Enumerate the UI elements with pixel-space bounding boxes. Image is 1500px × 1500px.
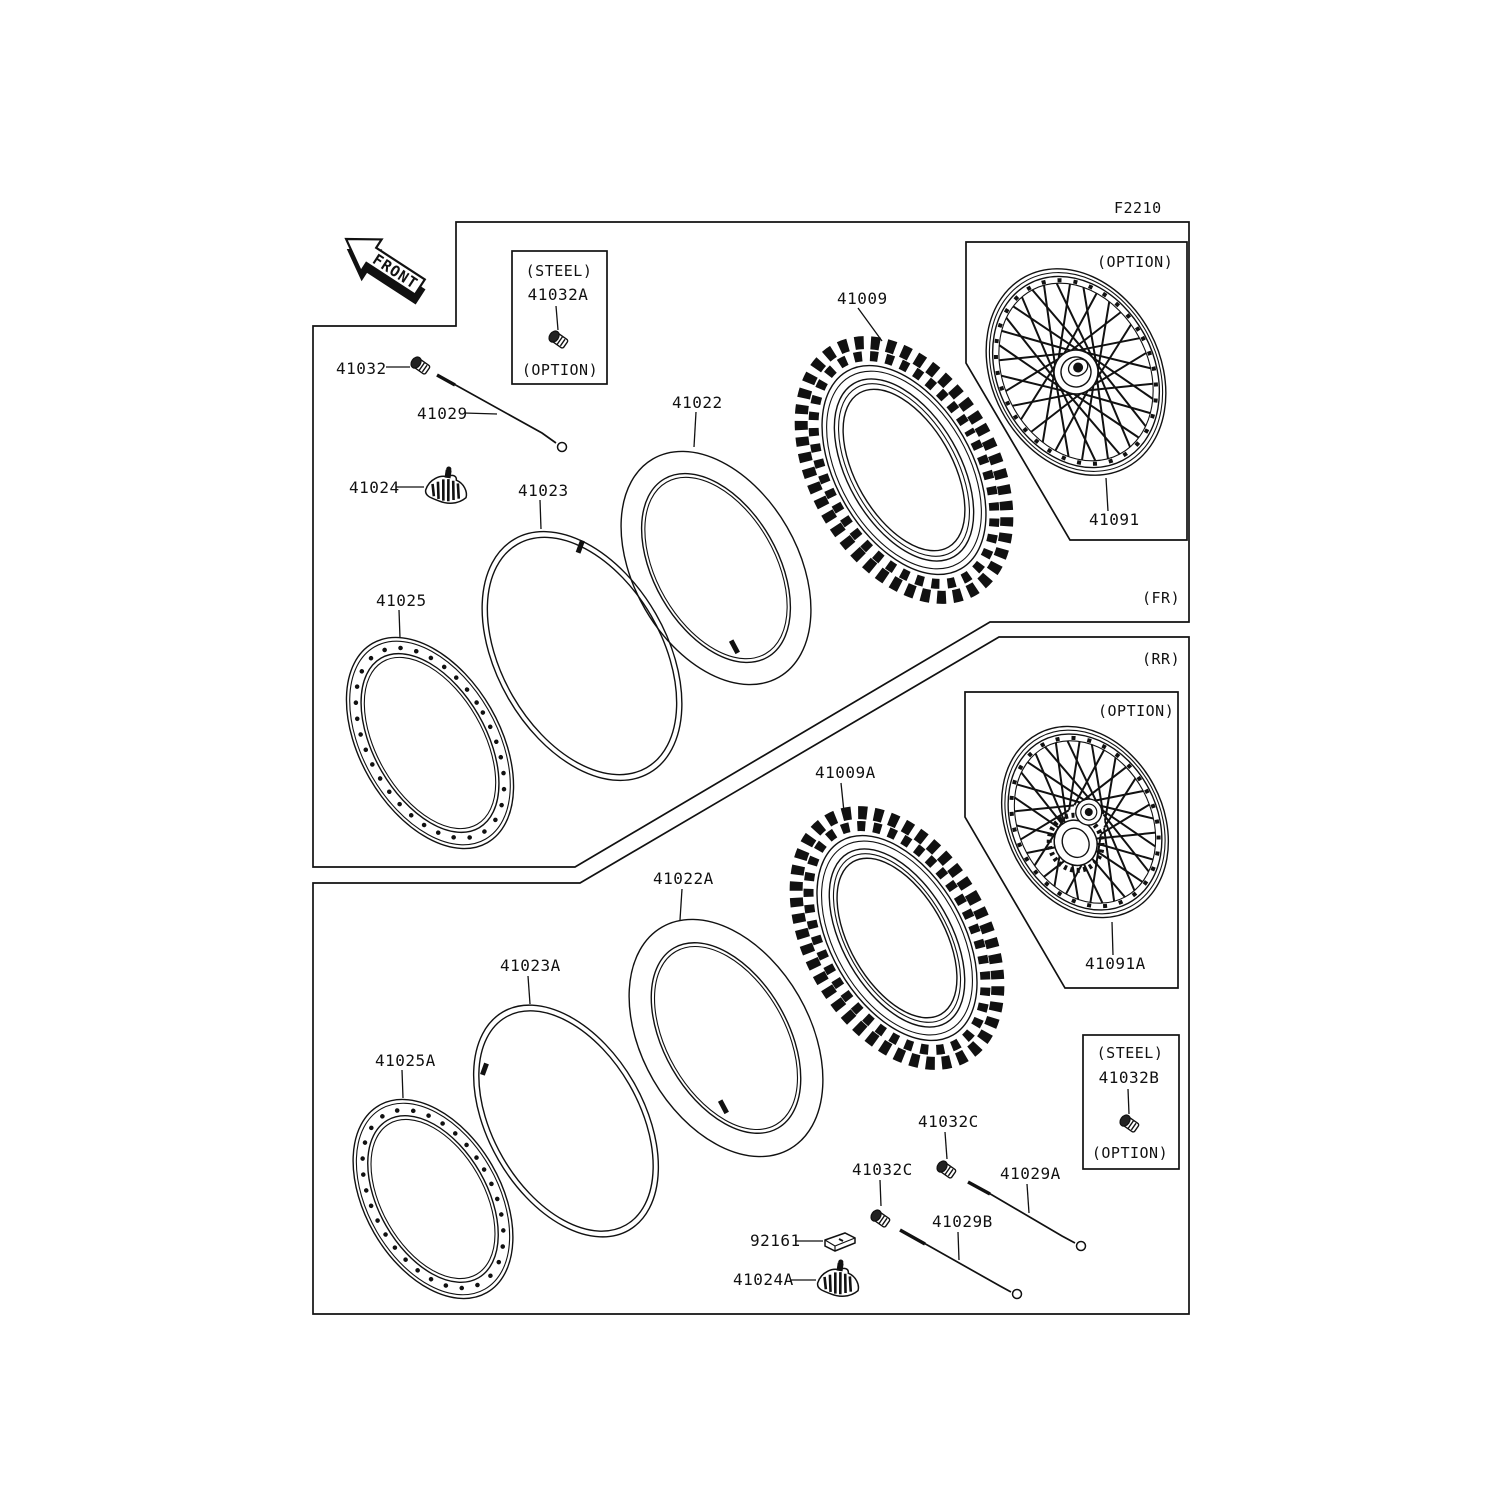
rear-steel-part-label: 41032B [1098,1068,1160,1087]
rear-weight-drawing [825,1233,855,1251]
front-section-tag: (FR) [1142,589,1181,607]
leader-rear-rim [402,1070,403,1098]
rear-option-wheel-drawing [969,697,1201,947]
leader-front-tire [858,308,882,341]
rear-flap-valve-stem [718,1099,729,1114]
label-front-spoke: 41029 [417,404,468,423]
leader-rear-tire [841,783,844,812]
label-rear-nipple-inner: 41032C [852,1160,913,1179]
rear-tube-valve-stem [480,1063,489,1076]
label-front-tube: 41023 [518,481,569,500]
label-front-nipple: 41032 [336,359,387,378]
front-steel-part-label: 41032A [527,285,589,304]
front-arrow-label: FRONT [369,250,422,293]
figure-code: F2210 [1114,199,1162,217]
label-rear-spoke-outer: 41029A [1000,1164,1061,1183]
leader-rear-tube [528,976,530,1004]
rear-spoke-inner-drawing [900,1230,1022,1299]
rear-nipple-outer-drawing [935,1159,957,1179]
leader-front-flap [694,412,696,447]
label-rear-flap: 41022A [653,869,714,888]
rear-nipple-inner-drawing [869,1208,891,1228]
rear-rim-lock-drawing [816,1257,862,1299]
rear-steel-nipple-drawing [1118,1113,1140,1133]
leader-rear-nipple-outer [945,1132,947,1159]
leader-front-tube [540,500,541,529]
rear-section-tag: (RR) [1142,650,1181,668]
front-option-tag: (OPTION) [1097,253,1174,271]
rear-steel-leader [1128,1089,1129,1114]
label-rear-nipple-outer: 41032C [918,1112,979,1131]
leader-rear-nipple-inner [880,1180,881,1206]
rear-option-tag: (OPTION) [1098,702,1175,720]
front-steel-leader [556,306,558,330]
label-front-rim-lock: 41024 [349,478,400,497]
front-rim-drawing [312,608,548,877]
leader-front-option-wheel [1106,478,1108,511]
label-front-tire: 41009 [837,289,888,308]
leader-front-spoke [464,413,497,414]
label-front-option-wheel: 41091 [1089,510,1140,529]
leader-rear-spoke-inner [958,1232,959,1260]
rear-steel-option-label: (OPTION) [1091,1144,1169,1162]
label-rear-rim-lock: 41024A [733,1270,794,1289]
label-rear-rim: 41025A [375,1051,436,1070]
front-steel-material-label: (STEEL) [525,262,593,280]
rear-rim-drawing [320,1071,546,1326]
leader-rear-flap [680,889,682,920]
label-rear-tire: 41009A [815,763,876,782]
front-nipple-drawing [409,355,431,375]
label-rear-option-wheel: 41091A [1085,954,1146,973]
front-steel-option-label: (OPTION) [521,361,599,379]
front-rim-lock-drawing [424,464,470,506]
label-front-flap: 41022 [672,393,723,412]
leader-rear-spoke-outer [1027,1184,1029,1213]
label-rear-weight: 92161 [750,1231,801,1250]
front-direction-arrow [331,223,435,313]
front-steel-nipple-drawing [547,329,569,349]
rear-tube-drawing [435,973,696,1269]
label-front-rim: 41025 [376,591,427,610]
leader-rear-option-wheel [1112,922,1113,955]
rear-steel-material-label: (STEEL) [1096,1044,1164,1062]
front-tube-valve-stem [576,540,585,554]
front-tire-drawing [759,306,1049,633]
label-rear-spoke-inner: 41029B [932,1212,993,1231]
front-option-wheel-drawing [951,237,1201,507]
label-rear-tube: 41023A [500,956,561,975]
front-flap-drawing [582,418,850,718]
leader-front-rim [399,610,400,638]
front-flap-valve-stem [729,639,740,654]
